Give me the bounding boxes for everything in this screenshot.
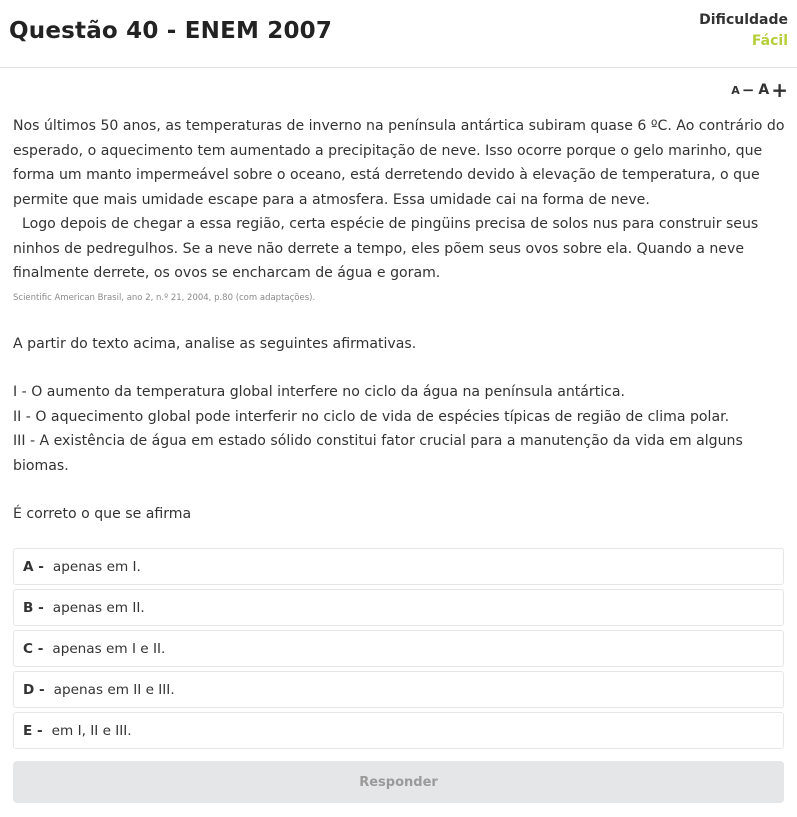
font-decrease-label[interactable]: A bbox=[731, 83, 740, 97]
question-prompt: A partir do texto acima, analise as seguintes afirmativas. bbox=[13, 335, 417, 352]
font-size-controls bbox=[731, 80, 788, 100]
option-text: apenas em I. bbox=[52, 558, 141, 575]
question-paragraph-2: Logo depois de chegar a essa região, certa espécie de pingüins precisa de solos nus para construir seus ninhos de pedregulhos. Se a neve não derrete a tempo, eles põem seus ovos sobre ela. Quando a neve finalmente derrete, os ovos se encharcam de água e goram. bbox=[13, 216, 763, 281]
option-letter: B - bbox=[23, 599, 44, 616]
option-text: em I, II e III. bbox=[51, 722, 132, 739]
source-citation: Scientific American Brasil, ano 2, n.º 21, 2004, p.80 (com adaptações). bbox=[13, 292, 316, 303]
option-text: apenas em II e III. bbox=[53, 681, 175, 698]
option-e[interactable] bbox=[13, 712, 784, 749]
option-letter: A - bbox=[23, 558, 44, 575]
statement-item: II - O aquecimento global pode interferir no ciclo de vida de espécies típicas de região de clima polar. bbox=[13, 408, 730, 425]
option-text: apenas em II. bbox=[52, 599, 145, 616]
statement-item: III - A existência de água em estado sólido constitui fator crucial para a manutenção da vida em alguns biomas. bbox=[13, 433, 743, 474]
final-question: É correto o que se afirma bbox=[13, 506, 192, 522]
option-d[interactable] bbox=[13, 671, 784, 708]
difficulty-label: Dificuldade bbox=[699, 12, 788, 28]
page-title: Questão 40 - ENEM 2007 bbox=[9, 18, 333, 44]
option-letter: E - bbox=[23, 722, 43, 739]
answer-options bbox=[13, 548, 784, 753]
option-letter: D - bbox=[23, 681, 45, 698]
difficulty-value: Fácil bbox=[751, 33, 788, 49]
question-body bbox=[13, 114, 785, 527]
statements-list bbox=[13, 380, 785, 478]
option-letter: C - bbox=[23, 640, 44, 657]
statement-item: I - O aumento da temperatura global interfere no ciclo da água na península antártica. bbox=[13, 384, 626, 400]
question-header bbox=[0, 0, 797, 68]
font-decrease-icon[interactable]: − bbox=[741, 81, 755, 99]
option-c[interactable] bbox=[13, 630, 784, 667]
difficulty-block bbox=[699, 10, 788, 52]
submit-answer-button[interactable]: Responder bbox=[13, 761, 784, 803]
option-b[interactable] bbox=[13, 589, 784, 626]
option-a[interactable] bbox=[13, 548, 784, 585]
question-paragraph-1: Nos últimos 50 anos, as temperaturas de inverno na península antártica subiram quase 6 ºC. Ao contrário do esperado, o aquecimento tem aumentado a precipitação de neve. Isso ocorre porque o gelo marinho, que forma um manto impermeável sobre o oceano, está derretendo devido à elevação de temperatura, o que permite que mais umidade escape para a atmosfera. Essa umidade cai na forma de neve. bbox=[13, 118, 785, 208]
font-increase-icon[interactable]: + bbox=[771, 78, 788, 102]
option-text: apenas em I e II. bbox=[52, 640, 166, 657]
font-increase-label[interactable]: A bbox=[758, 82, 770, 98]
